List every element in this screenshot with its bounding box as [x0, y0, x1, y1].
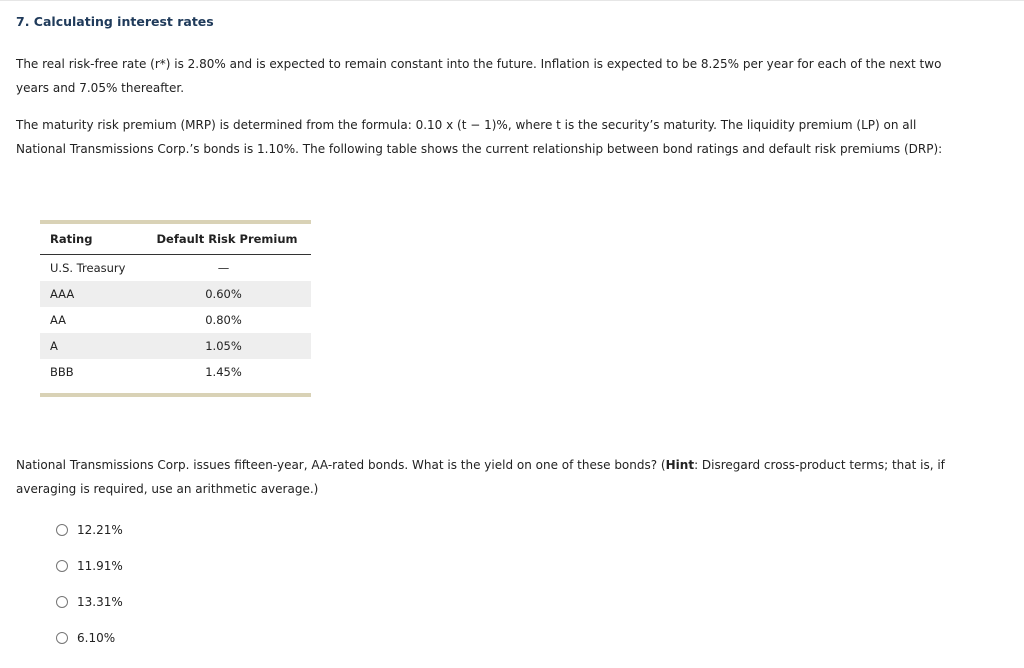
top-divider	[0, 0, 1024, 1]
rating-cell: U.S. Treasury	[50, 261, 126, 275]
default-risk-premium-table	[40, 220, 311, 397]
answer-option[interactable]	[56, 556, 123, 576]
question-paragraph-rates: The real risk-free rate (r*) is 2.80% and is expected to remain constant into the future. Inflation is expected to be 8.25% per year for each of the next two years and 7.05% thereafter.	[16, 57, 942, 95]
answer-option-label: 6.10%	[77, 631, 116, 645]
answer-option-label: 12.21%	[77, 523, 123, 537]
answer-option[interactable]	[56, 628, 123, 648]
radio-button[interactable]	[56, 560, 68, 572]
radio-button[interactable]	[56, 524, 68, 536]
rating-cell: AAA	[50, 287, 75, 301]
radio-button[interactable]	[56, 596, 68, 608]
hint-label: Hint	[665, 458, 695, 472]
hint-text: : Disregard cross-product terms; that is, if averaging is required, use an arithmetic average.)	[16, 458, 945, 496]
premium-cell: 0.60%	[205, 287, 242, 301]
premium-cell: 1.05%	[205, 339, 242, 353]
answer-option[interactable]	[56, 520, 123, 540]
answer-option-label: 13.31%	[77, 595, 123, 609]
radio-button[interactable]	[56, 632, 68, 644]
answer-option-label: 11.91%	[77, 559, 123, 573]
premium-cell: 1.45%	[205, 365, 242, 379]
premium-cell: 0.80%	[205, 313, 242, 327]
table-row	[40, 281, 311, 307]
column-header-default-risk-premium: Default Risk Premium	[156, 232, 298, 246]
rating-cell: AA	[50, 313, 67, 327]
premium-cell: —	[217, 261, 230, 275]
question-title: 7. Calculating interest rates	[16, 14, 214, 29]
rating-cell: BBB	[50, 365, 74, 379]
table-row	[40, 255, 311, 281]
question-paragraph-premiums: The maturity risk premium (MRP) is determined from the formula: 0.10 x (t − 1)%, where t is the security’s maturity. The liquidity premium (LP) on all National Transmissions Corp.’s bonds is 1.10%. The following table shows the current relationship between bond ratings and default risk premiums (DRP):	[16, 118, 943, 156]
rating-cell: A	[50, 339, 58, 353]
question-prompt	[16, 453, 961, 501]
table-row	[40, 307, 311, 333]
table-header-row	[40, 224, 311, 255]
answer-options	[56, 520, 123, 664]
answer-option[interactable]	[56, 592, 123, 612]
table-row	[40, 333, 311, 359]
table-row	[40, 359, 311, 385]
prompt-text: National Transmissions Corp. issues fifteen-year, AA-rated bonds. What is the yield on one of these bonds? (	[16, 458, 666, 472]
table-bottom-rule	[40, 393, 311, 397]
column-header-rating: Rating	[50, 232, 93, 246]
